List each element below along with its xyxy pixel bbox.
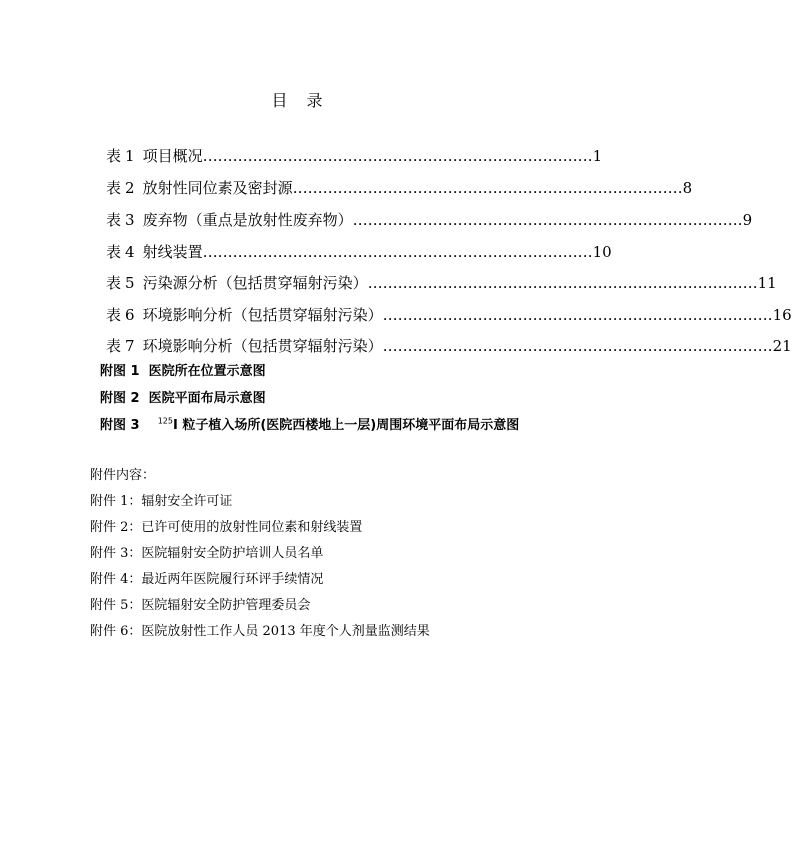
toc-number: 6 [125,306,135,324]
figure-text: 医院平面布局示意图 [148,391,266,406]
figure-label: 附图 1 [100,364,140,379]
toc-label: 表 [106,274,122,292]
toc-label: 表 [106,147,122,165]
title-char-2: 录 [306,91,324,110]
toc-label: 表 [106,337,122,355]
toc-text: 环境影响分析（包括贯穿辐射污染） [142,337,383,355]
attachment-item[interactable]: 附件 3：医院辐射安全防护培训人员名单 [90,546,324,561]
toc-number: 4 [125,243,135,261]
toc-entry[interactable] [106,335,792,357]
toc-page-number: 10 [592,243,612,261]
toc-text: 污染源分析（包括贯穿辐射污染） [142,274,368,292]
figure-label: 附图 3 [100,418,140,433]
toc-leader-dots: …………………………………………………………………… [382,306,773,324]
toc-text: 射线装置 [142,243,203,261]
page-title [0,88,595,111]
toc-page-number: 8 [682,179,693,197]
toc-leader-dots: …………………………………………………………………… [202,243,593,261]
toc-label: 表 [106,243,122,261]
toc-entry[interactable] [106,272,777,294]
toc-number: 5 [125,274,135,292]
attachment-item[interactable]: 附件 4：最近两年医院履行环评手续情况 [90,572,324,587]
attachment-item[interactable]: 附件 2：已许可使用的放射性同位素和射线装置 [90,520,363,535]
toc-label: 表 [106,211,122,229]
toc-leader-dots: …………………………………………………………………… [367,274,758,292]
toc-number: 3 [125,211,135,229]
toc-page-number: 16 [772,306,792,324]
title-char-1: 目 [271,91,289,110]
toc-leader-dots: …………………………………………………………………… [352,211,743,229]
attachment-item[interactable]: 附件 6：医院放射性工作人员 2013 年度个人剂量监测结果 [90,624,430,639]
toc-entry[interactable] [106,304,792,326]
toc-entry[interactable] [106,177,693,199]
toc-label: 表 [106,306,122,324]
toc-entry[interactable] [106,209,753,231]
toc-entry[interactable] [106,145,603,167]
figure-label: 附图 2 [100,391,140,406]
toc-number: 2 [125,179,135,197]
attachment-item[interactable]: 附件 1：辐射安全许可证 [90,494,233,509]
figure-superscript: 125 [157,416,173,426]
toc-leader-dots: …………………………………………………………………… [292,179,683,197]
toc-leader-dots: …………………………………………………………………… [382,337,773,355]
toc-entry[interactable] [106,241,612,263]
toc-text: 放射性同位素及密封源 [142,179,293,197]
toc-number: 7 [125,337,135,355]
toc-page-number: 21 [772,337,792,355]
toc-number: 1 [125,147,135,165]
toc-page-number: 1 [592,147,603,165]
figure-entry[interactable] [100,414,519,433]
figure-text: I 粒子植入场所(医院西楼地上一层)周围环境平面布局示意图 [172,418,520,433]
figure-entry[interactable] [100,360,266,379]
figure-text: 医院所在位置示意图 [148,364,266,379]
attachment-item[interactable]: 附件 5：医院辐射安全防护管理委员会 [90,598,311,613]
toc-page-number: 9 [742,211,753,229]
toc-label: 表 [106,179,122,197]
figure-entry[interactable] [100,387,266,406]
toc-text: 废弃物（重点是放射性废弃物） [142,211,353,229]
toc-text: 项目概况 [142,147,203,165]
toc-text: 环境影响分析（包括贯穿辐射污染） [142,306,383,324]
toc-page-number: 11 [757,274,777,292]
attachments-heading: 附件内容： [90,468,156,483]
toc-leader-dots: …………………………………………………………………… [202,147,593,165]
